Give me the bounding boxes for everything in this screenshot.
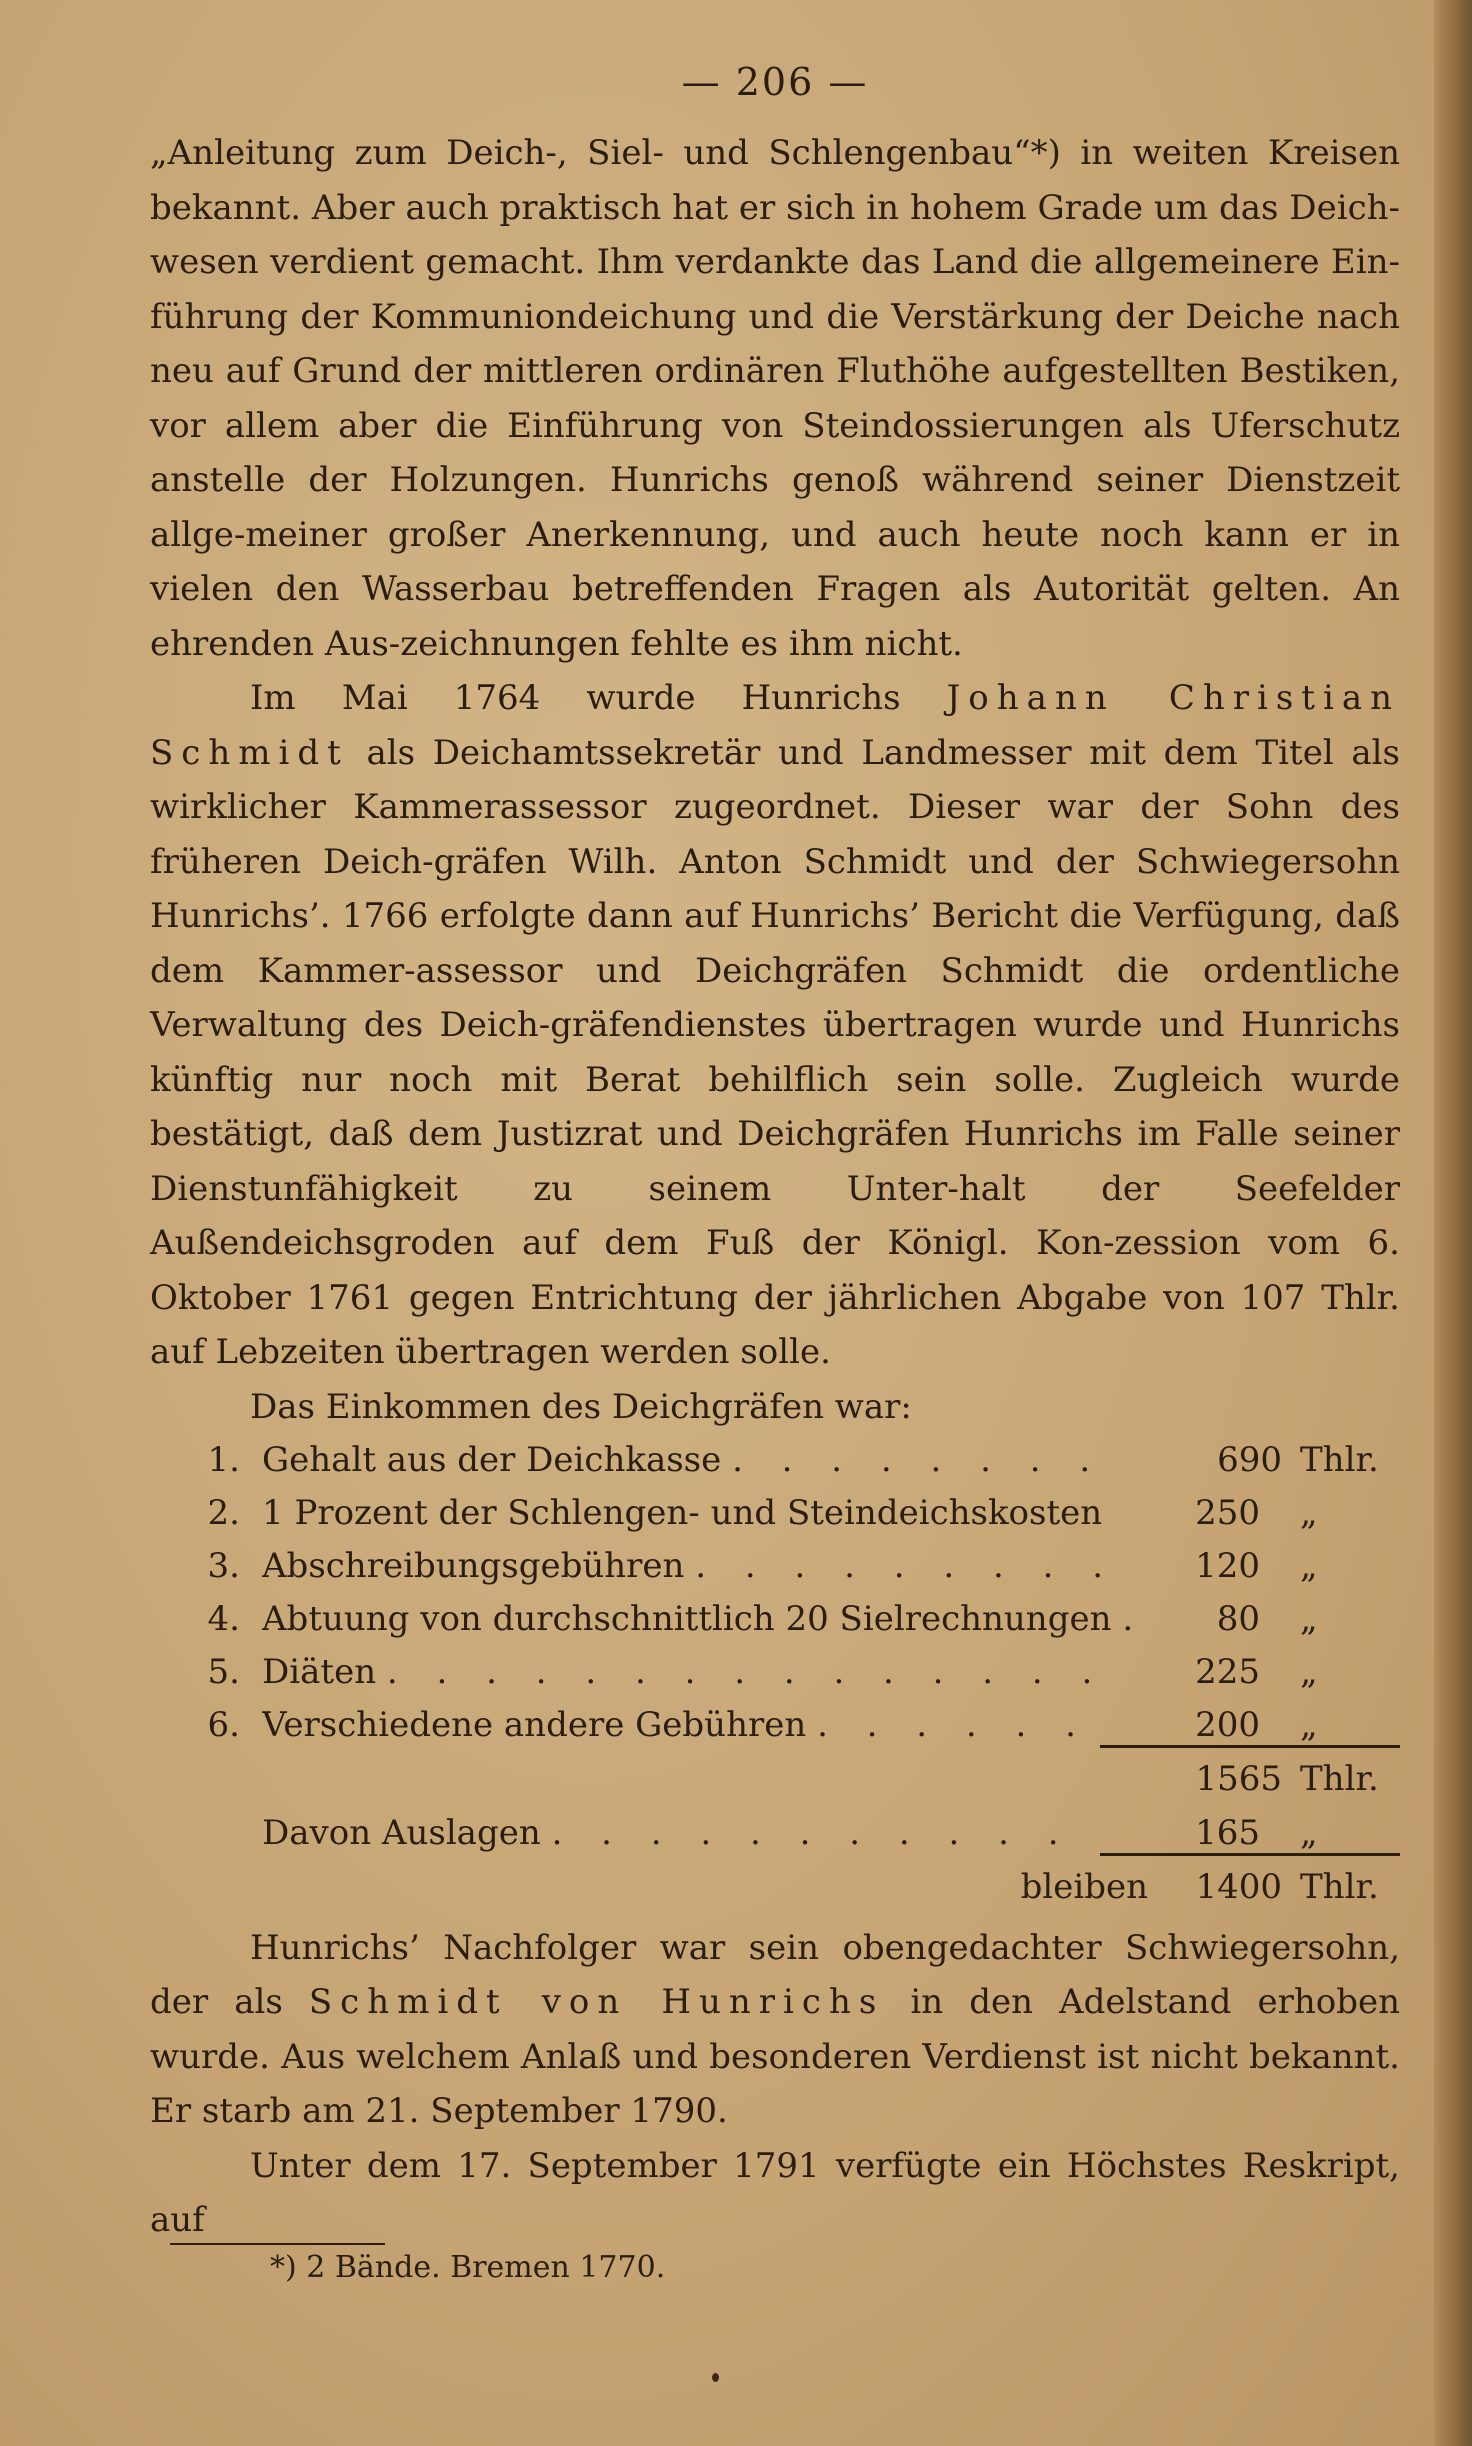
leader-dots: . . . . . . . . . . . . . . . bbox=[386, 1651, 1107, 1692]
income-row-label: Verschiedene andere Gebühren bbox=[262, 1704, 807, 1745]
income-row-number: 3. bbox=[207, 1545, 240, 1586]
income-row bbox=[150, 1593, 1400, 1646]
income-row-number: 6. bbox=[207, 1704, 240, 1745]
leader-dots: . . . . . . . . . bbox=[695, 1545, 1117, 1586]
paragraph-3 bbox=[150, 1921, 1400, 2139]
spaced-name-schmidt-von-hunrichs: Schmidt von Hunrichs bbox=[308, 1982, 885, 2022]
income-row-unit: Thlr. bbox=[1300, 1439, 1379, 1480]
income-row-unit: „ bbox=[1300, 1492, 1318, 1533]
remaining-unit: Thlr. bbox=[1300, 1866, 1379, 1907]
leader-dots: . . . . . . . . . . . bbox=[551, 1812, 1073, 1853]
paragraph-2-body: als Deichamtssekretär und Landmesser mit dem Titel als wirklicher Kammerassessor zugeordnet. Dieser war der Sohn des früheren Deich-gräfen Wilh. Anton Schmidt und der Schwiegersohn Hunrichs’. 1766 erfolgte dann auf Hunrichs’ Bericht die Verfügung, daß dem Kammer-assessor und Deichgräfen Schmidt die ordentliche Verwaltung des Deich-gräfendienstes übertragen wurde und Hunrichs künftig nur noch mit Berat behilflich sein solle. Zugleich wurde bestätigt, daß dem Justizrat und Deichgräfen Hunrichs im Falle seiner Dienstunfähigkeit zu seinem Unter-halt der Seefelder Außendeichsgroden auf dem Fuß der Königl. Kon-zession vom 6. Oktober 1761 gegen Entrichtung der jährlichen Abgabe von 107 Thlr. auf Lebzeiten übertragen werden solle. bbox=[150, 732, 1401, 1372]
paragraph-4: Unter dem 17. September 1791 verfügte ein Höchstes Reskript, auf bbox=[150, 2145, 1400, 2240]
income-row bbox=[150, 1540, 1400, 1593]
income-row-number: 1. bbox=[207, 1439, 240, 1480]
paragraph-2-lead: Im Mai 1764 wurde Hunrichs bbox=[250, 678, 901, 718]
page-number: — 206 — bbox=[681, 60, 869, 104]
income-row-label: Diäten bbox=[262, 1651, 377, 1692]
income-table bbox=[150, 1434, 1400, 1915]
subtotal-unit: Thlr. bbox=[1300, 1758, 1379, 1799]
expenses-label: Davon Auslagen bbox=[262, 1812, 541, 1853]
income-row-number: 5. bbox=[207, 1651, 240, 1692]
subtotal-row bbox=[150, 1752, 1400, 1807]
sum-rule-line bbox=[1100, 1853, 1400, 1856]
income-row bbox=[150, 1434, 1400, 1487]
income-row-unit: „ bbox=[1300, 1704, 1318, 1745]
income-row-number: 4. bbox=[207, 1598, 240, 1639]
income-row-amount: 225 bbox=[1195, 1651, 1260, 1692]
remaining-label: bleiben bbox=[1020, 1866, 1148, 1907]
expenses-unit: „ bbox=[1300, 1812, 1318, 1853]
income-row-unit: „ bbox=[1300, 1598, 1318, 1639]
income-row-label: 1 Prozent der Schlengen- und Steindeichskosten bbox=[262, 1492, 1103, 1533]
leader-dots: . . . . . . . . bbox=[732, 1439, 1105, 1480]
income-row bbox=[150, 1646, 1400, 1699]
sum-rule-line bbox=[1100, 1745, 1400, 1748]
income-row-amount: 120 bbox=[1195, 1545, 1260, 1586]
paragraph-3-lead: Hunrichs’ Nachfolger war sein obengedachter Schwiegersohn, der als bbox=[150, 1927, 1400, 2022]
income-row-label: Gehalt aus der Deichkasse bbox=[262, 1439, 722, 1480]
paragraph-1: „Anleitung zum Deich-, Siel- und Schlengenbau“*) in weiten Kreisen bekannt. Aber auch praktisch hat er sich in hohem Grade um das Deich-wesen verdient gemacht. Ihm verdankte das Land die allgemeinere Ein-führung der Kommuniondeichung und die Verstärkung der Deiche nach neu auf Grund der mittleren ordinären Fluthöhe aufgestellten Bestiken, vor allem aber die Einführung von Steindossierungen als Uferschutz anstelle der Holzungen. Hunrichs genoß während seiner Dienstzeit allge-meiner großer Anerkennung, und auch heute noch kann er in vielen den Wasserbau betreffenden Fragen als Autorität gelten. An ehrenden Aus-zeichnungen fehlte es ihm nicht. bbox=[150, 133, 1400, 664]
income-row bbox=[150, 1699, 1400, 1752]
income-row-number: 2. bbox=[207, 1492, 240, 1533]
footnote: *) 2 Bände. Bremen 1770. bbox=[270, 2250, 666, 2285]
expenses-amount: 165 bbox=[1195, 1812, 1260, 1853]
page-content bbox=[150, 60, 1400, 2248]
income-row-amount: 200 bbox=[1195, 1704, 1260, 1745]
leader-dots: . bbox=[1122, 1598, 1148, 1639]
remaining-row bbox=[150, 1860, 1400, 1915]
paragraph-2 bbox=[150, 671, 1400, 1380]
income-row-unit: „ bbox=[1300, 1651, 1318, 1692]
income-row-label: Abtuung von durchschnittlich 20 Sielrechnungen bbox=[262, 1598, 1112, 1639]
income-row-label: Abschreibungsgebühren bbox=[262, 1545, 685, 1586]
income-row-unit: „ bbox=[1300, 1545, 1318, 1586]
expenses-row bbox=[150, 1807, 1400, 1860]
leader-dots: . . . . . . bbox=[817, 1704, 1090, 1745]
book-spine-edge bbox=[1434, 0, 1472, 2446]
income-row-amount: 80 bbox=[1216, 1598, 1260, 1639]
paper-speck bbox=[712, 2373, 719, 2382]
remaining-amount: 1400 bbox=[1195, 1866, 1282, 1907]
paragraph-3-body: in den Adelstand erhoben wurde. Aus welchem Anlaß und besonderen Verdienst ist nicht bekannt. Er starb am 21. September 1790. bbox=[150, 1982, 1400, 2131]
spaced-name-schmidt: Johann Christian Schmidt bbox=[150, 678, 1401, 773]
subtotal-amount: 1565 bbox=[1195, 1758, 1282, 1799]
footnote-rule bbox=[170, 2243, 385, 2245]
income-row-amount: 250 bbox=[1195, 1492, 1260, 1533]
income-row-amount: 690 bbox=[1217, 1439, 1282, 1480]
income-intro: Das Einkommen des Deichgräfen war: bbox=[250, 1386, 912, 1427]
income-row bbox=[150, 1487, 1400, 1540]
